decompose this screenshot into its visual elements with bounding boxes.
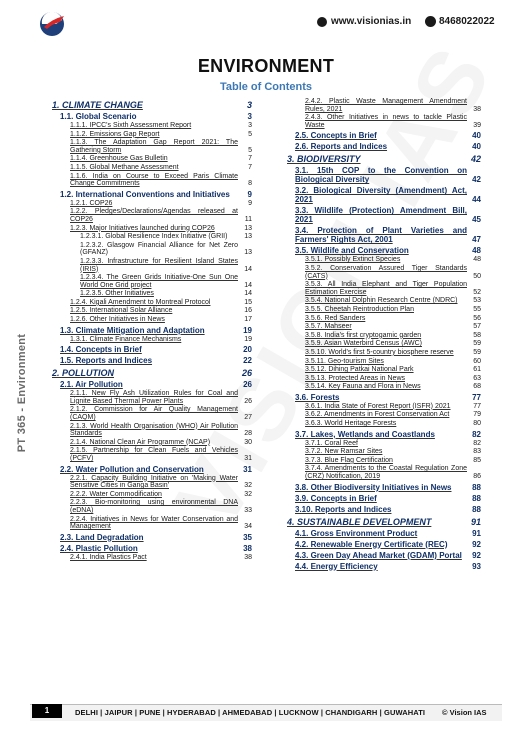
toc-entry-page: 19 bbox=[243, 325, 252, 335]
toc-entry[interactable] bbox=[287, 256, 481, 264]
toc-entry-page: 92 bbox=[472, 550, 481, 560]
toc-entry[interactable] bbox=[52, 465, 252, 474]
toc-entry[interactable] bbox=[287, 340, 481, 348]
toc-entry-page: 80 bbox=[473, 420, 481, 428]
toc-entry-page: 55 bbox=[473, 305, 481, 313]
toc-entry-page: 26 bbox=[244, 397, 252, 405]
toc-entry-page: 91 bbox=[470, 516, 481, 527]
phone-icon bbox=[425, 16, 436, 27]
toc-entry-page: 14 bbox=[244, 281, 252, 289]
toc-entry-page: 35 bbox=[243, 532, 252, 542]
toc-entry-page: 53 bbox=[473, 297, 481, 305]
toc-entry[interactable] bbox=[52, 326, 252, 335]
toc-entry-page: 77 bbox=[472, 392, 481, 402]
toc-entry[interactable] bbox=[52, 258, 252, 273]
toc-entry-page: 19 bbox=[244, 335, 252, 343]
toc-entry-page: 13 bbox=[244, 249, 252, 257]
toc-entry-title: 1.2.3.5. Other Initiatives bbox=[80, 290, 154, 298]
toc-entry-page: 20 bbox=[243, 345, 252, 355]
toc-entry[interactable] bbox=[287, 551, 481, 560]
toc-entry-page: 42 bbox=[470, 154, 481, 165]
toc-entry-page: 39 bbox=[473, 121, 481, 129]
toc-entry[interactable] bbox=[287, 448, 481, 456]
toc-entry[interactable] bbox=[287, 154, 481, 164]
toc-entry-title: 1.1.6. India on Course to Exceed Paris Climate Change Commitments bbox=[70, 172, 238, 188]
toc-entry-page: 30 bbox=[244, 438, 252, 446]
toc-entry-title: 1.2. International Conventions and Initiatives bbox=[60, 189, 230, 199]
toc-entry-page: 93 bbox=[472, 561, 481, 571]
toc-entry-page: 57 bbox=[473, 323, 481, 331]
toc-entry-title: 3.7.3. Blue Flag Certification bbox=[305, 456, 393, 464]
toc-entry-page: 13 bbox=[244, 224, 252, 232]
toc-entry[interactable] bbox=[52, 100, 252, 110]
toc-entry[interactable] bbox=[287, 440, 481, 448]
toc-entry-title: 3.7.4. Amendments to the Coastal Regulation Zone (CRZ) Notification, 2019 bbox=[305, 465, 467, 481]
toc-entry-page: 85 bbox=[473, 456, 481, 464]
toc-entry-title: 1.2.1. COP26 bbox=[70, 199, 113, 207]
toc-entry-page: 91 bbox=[472, 528, 481, 538]
toc-entry-page: 88 bbox=[472, 493, 481, 503]
toc-entry-page: 59 bbox=[473, 340, 481, 348]
toc-entry-page: 32 bbox=[244, 490, 252, 498]
toc-entry-page: 32 bbox=[244, 482, 252, 490]
toc-entry[interactable] bbox=[52, 475, 252, 490]
toc-entry-title: 2.4.3. Other Initiatives in news to tackle Plastic Waste bbox=[305, 114, 467, 129]
toc-entry[interactable] bbox=[52, 447, 252, 462]
toc-entry-title: 1.2.4. Kigali Amendment to Montreal Protocol bbox=[70, 298, 211, 306]
toc-entry[interactable] bbox=[287, 420, 481, 428]
toc-entry-title: 1.2.3.4. The Green Grids Initiative-One Sun One World One Grid project bbox=[80, 274, 238, 289]
toc-entry-title: 2.1.4. National Clean Air Programme (NCAP) bbox=[70, 438, 211, 446]
toc-entry[interactable] bbox=[287, 306, 481, 314]
toc-entry-page: 86 bbox=[473, 473, 481, 481]
toc-entry-page: 16 bbox=[244, 307, 252, 315]
toc-entry-title: 3.5.9. Asian Waterbird Census (AWC) bbox=[305, 340, 422, 348]
footer-copyright: © Vision IAS bbox=[442, 708, 487, 717]
toc-entry-page: 17 bbox=[244, 316, 252, 324]
toc-entry-title: 3.5.14. Key Fauna and Flora in News bbox=[305, 383, 421, 391]
toc-entry-title: 3.5.7. Mahseer bbox=[305, 323, 352, 331]
toc-entry-title: 2.4. Plastic Pollution bbox=[60, 543, 138, 553]
toc-entry-title: 2.4.2. Plastic Waste Management Amendment Rules, 2021 bbox=[305, 98, 467, 113]
toc-entry-page: 77 bbox=[473, 402, 481, 410]
toc-entry[interactable] bbox=[52, 390, 252, 405]
toc-entry-title: 2. POLLUTION bbox=[52, 368, 115, 379]
toc-entry-page: 8 bbox=[248, 180, 252, 188]
toc-entry[interactable] bbox=[287, 483, 481, 492]
toc-entry[interactable] bbox=[52, 299, 252, 307]
toc-entry-page: 63 bbox=[473, 374, 481, 382]
toc-entry-page: 38 bbox=[244, 553, 252, 561]
toc-entry-title: 1.5. Reports and Indices bbox=[60, 356, 153, 366]
toc-entry-page: 31 bbox=[243, 464, 252, 474]
toc-entry-title: 3. BIODIVERSITY bbox=[287, 154, 361, 165]
toc-entry-page: 82 bbox=[472, 429, 481, 439]
toc-entry[interactable] bbox=[52, 200, 252, 208]
toc-entry[interactable] bbox=[287, 383, 481, 391]
toc-entry-title: 1.1.2. Emissions Gap Report bbox=[70, 130, 160, 138]
toc-entry[interactable] bbox=[287, 323, 481, 331]
toc-entry[interactable] bbox=[287, 297, 481, 305]
toc-entry-title: 3.4. Protection of Plant Varieties and Farmers' Rights Act, 2001 bbox=[295, 226, 467, 245]
toc-entry-title: 3.5.5. Cheetah Reintroduction Plan bbox=[305, 305, 414, 313]
footer-cities: DELHI | JAIPUR | PUNE | HYDERABAD | AHMEDABAD | LUCKNOW | CHANDIGARH | GUWAHATI bbox=[75, 708, 426, 717]
toc-entry[interactable] bbox=[287, 517, 481, 527]
toc-entry-page: 50 bbox=[473, 272, 481, 280]
toc-entry-page: 48 bbox=[473, 256, 481, 264]
toc-entry-title: 3.6.3. World Heritage Forests bbox=[305, 420, 397, 428]
toc-entry[interactable] bbox=[287, 226, 481, 244]
toc-entry[interactable] bbox=[287, 349, 481, 357]
toc-entry-page: 13 bbox=[244, 233, 252, 241]
toc-entry-page: 3 bbox=[247, 112, 252, 121]
toc-entry-page: 68 bbox=[473, 383, 481, 391]
toc-entry-page: 92 bbox=[472, 539, 481, 549]
toc-entry[interactable] bbox=[52, 164, 252, 172]
toc-entry-page: 40 bbox=[472, 131, 481, 141]
toc-entry[interactable] bbox=[287, 465, 481, 480]
toc-entry[interactable] bbox=[287, 411, 481, 419]
toc-right-column bbox=[287, 97, 481, 571]
toc-entry[interactable] bbox=[287, 358, 481, 366]
toc-entry[interactable] bbox=[287, 366, 481, 374]
toc-entry[interactable] bbox=[52, 544, 252, 553]
toc-entry-page: 38 bbox=[243, 543, 252, 553]
toc-entry-page: 82 bbox=[473, 439, 481, 447]
toc-entry-title: 3.2. Biological Diversity (Amendment) Act, 2021 bbox=[295, 186, 467, 205]
toc-entry-title: 3.5. Wildlife and Conservation bbox=[295, 246, 409, 256]
toc-entry[interactable] bbox=[52, 225, 252, 233]
toc-entry-page: 26 bbox=[241, 368, 252, 379]
toc-entry[interactable] bbox=[52, 533, 252, 542]
toc-entry-title: 1.2.3.2. Glasgow Financial Alliance for Net Zero (GFANZ) bbox=[80, 241, 238, 257]
toc-entry-title: 1.3.1. Climate Finance Mechanisms bbox=[70, 335, 182, 343]
toc-entry[interactable] bbox=[287, 562, 481, 571]
toc-entry-title: 3.7.2. New Ramsar Sites bbox=[305, 448, 383, 456]
toc-entry-title: 1.1.4. Greenhouse Gas Bulletin bbox=[70, 155, 168, 163]
toc-entry-title: 2.2.4. Initiatives in News for Water Conservation and Management bbox=[70, 515, 238, 531]
toc-entry-title: 1.2.3.1. Global Resilience Index Initiative (GRII) bbox=[80, 233, 228, 241]
toc-entry-title: 2.2.1. Capacity Building Initiative on 'Making Water Sensitive Cities in Ganga Basin' bbox=[70, 474, 238, 490]
toc-entry-title: 4.4. Energy Efficiency bbox=[295, 561, 378, 571]
toc-entry[interactable] bbox=[52, 139, 252, 154]
toc-entry-page: 38 bbox=[473, 105, 481, 113]
toc-entry-page: 7 bbox=[248, 163, 252, 171]
toc-entry-title: 1.2.6. Other Initiatives in News bbox=[70, 316, 165, 324]
toc-entry-title: 3.10. Reports and Indices bbox=[295, 504, 392, 514]
toc-entry[interactable] bbox=[52, 233, 252, 241]
website-url[interactable]: www.visionias.in bbox=[331, 16, 412, 27]
toc-entry-title: 3.5.8. India's first cryptogamic garden bbox=[305, 331, 422, 339]
toc-entry-title: 3.6. Forests bbox=[295, 392, 340, 402]
toc-entry-title: 1.2.3.3. Infrastructure for Resilient Island States (IRIS) bbox=[80, 257, 238, 273]
toc-entry-page: 58 bbox=[473, 331, 481, 339]
toc-entry-title: 3.8. Other Biodiversity Initiatives in News bbox=[295, 482, 452, 492]
toc-entry[interactable] bbox=[52, 155, 252, 163]
toc-entry-title: 3.5.6. Red Sanders bbox=[305, 314, 366, 322]
page-title: ENVIRONMENT bbox=[197, 56, 335, 76]
toc-entry[interactable] bbox=[287, 131, 481, 140]
toc-entry-title: 3.5.4. National Dolphin Research Centre (NDRC) bbox=[305, 297, 458, 305]
toc-entry-page: 11 bbox=[244, 215, 252, 223]
toc-entry-page: 56 bbox=[473, 314, 481, 322]
toc-entry-page: 27 bbox=[244, 414, 252, 422]
toc-entry-title: 4.2. Renewable Energy Certificate (REC) bbox=[295, 539, 448, 549]
toc-entry-title: 2.2.3. Bio-monitoring using environmental DNA (eDNA) bbox=[70, 499, 238, 514]
toc-entry-title: 1.1.1. IPCC's Sixth Assessment Report bbox=[70, 122, 192, 129]
toc-entry-title: 3.6.1. India State of Forest Report (ISFR) 2021 bbox=[305, 402, 451, 410]
toc-entry[interactable] bbox=[52, 406, 252, 421]
toc-entry[interactable] bbox=[52, 499, 252, 514]
toc-entry-title: 4. SUSTAINABLE DEVELOPMENT bbox=[287, 516, 432, 527]
toc-entry-page: 33 bbox=[244, 506, 252, 514]
toc-entry[interactable] bbox=[52, 423, 252, 438]
toc-entry[interactable] bbox=[287, 375, 481, 383]
toc-subtitle: Table of Contents bbox=[219, 81, 313, 93]
toc-entry-page: 7 bbox=[248, 155, 252, 163]
toc-entry[interactable] bbox=[287, 281, 481, 296]
toc-entry-page: 34 bbox=[244, 523, 252, 531]
toc-entry-title: 3.7. Lakes, Wetlands and Coastlands bbox=[295, 429, 435, 439]
phone-number[interactable]: 8468022022 bbox=[439, 16, 495, 27]
toc-entry[interactable] bbox=[287, 142, 481, 151]
toc-entry-page: 42 bbox=[472, 175, 481, 185]
side-label: PT 365 - Environment bbox=[16, 333, 28, 453]
toc-entry[interactable] bbox=[287, 98, 481, 113]
toc-entry-page: 88 bbox=[472, 482, 481, 492]
toc-entry-title: 3.1. 15th COP to the Convention on Biological Diversity bbox=[295, 166, 467, 185]
toc-entry-title: 3.5.13. Protected Areas in News bbox=[305, 374, 405, 382]
toc-entry[interactable] bbox=[287, 403, 481, 411]
toc-entry-title: 1.1.3. The Adaptation Gap Report 2021: The Gathering Storm bbox=[70, 139, 238, 154]
toc-entry-page: 14 bbox=[244, 265, 252, 273]
toc-entry[interactable] bbox=[52, 131, 252, 139]
toc-entry-title: 3.6.2. Amendments in Forest Conservation Act bbox=[305, 411, 450, 419]
toc-entry[interactable] bbox=[52, 112, 252, 121]
toc-entry-title: 3.5.2. Conservation Assured Tiger Standards (CATS) bbox=[305, 264, 467, 280]
toc-entry[interactable] bbox=[52, 208, 252, 223]
toc-entry[interactable] bbox=[287, 494, 481, 503]
toc-entry[interactable] bbox=[52, 380, 252, 389]
toc-entry[interactable] bbox=[287, 457, 481, 465]
toc-entry-page: 79 bbox=[473, 411, 481, 419]
toc-entry[interactable] bbox=[52, 316, 252, 324]
toc-entry-title: 2.6. Reports and Indices bbox=[295, 142, 388, 152]
toc-entry-title: 1.1. Global Scenario bbox=[60, 112, 137, 121]
toc-entry[interactable] bbox=[52, 516, 252, 531]
toc-entry-page: 14 bbox=[244, 290, 252, 298]
toc-entry[interactable] bbox=[287, 540, 481, 549]
toc-entry-title: 1. CLIMATE CHANGE bbox=[52, 100, 143, 110]
vision-ias-logo-icon bbox=[38, 10, 68, 38]
toc-entry-page: 61 bbox=[473, 366, 481, 374]
toc-entry-title: 2.1.3. World Health Organisation (WHO) Air Pollution Standards bbox=[70, 422, 238, 438]
toc-entry-title: 3.5.10. World's first 5-country biosphere reserve bbox=[305, 348, 454, 356]
toc-entry-title: 3.5.1. Possibly Extinct Species bbox=[305, 256, 401, 264]
toc-entry-title: 3.5.3. All India Elephant and Tiger Population Estimation Exercise bbox=[305, 281, 467, 296]
toc-entry-title: 2.2.2. Water Commodification bbox=[70, 490, 162, 498]
toc-entry-page: 45 bbox=[472, 215, 481, 225]
toc-entry[interactable] bbox=[287, 529, 481, 538]
toc-entry-page: 3 bbox=[248, 122, 252, 129]
toc-entry[interactable] bbox=[52, 439, 252, 447]
toc-entry-page: 60 bbox=[473, 357, 481, 365]
toc-entry-title: 1.3. Climate Mitigation and Adaptation bbox=[60, 325, 205, 335]
toc-entry-page: 83 bbox=[473, 448, 481, 456]
toc-entry-title: 2.1.2. Commission for Air Quality Management (CAQM) bbox=[70, 406, 238, 422]
toc-entry[interactable] bbox=[287, 166, 481, 184]
toc-entry-page: 40 bbox=[472, 142, 481, 152]
toc-entry[interactable] bbox=[52, 491, 252, 499]
toc-entry[interactable] bbox=[287, 114, 481, 129]
toc-entry-page: 48 bbox=[472, 246, 481, 256]
toc-entry[interactable] bbox=[287, 332, 481, 340]
toc-entry-page: 44 bbox=[472, 195, 481, 205]
toc-entry-page: 3 bbox=[246, 100, 252, 110]
toc-entry-title: 2.1.5. Partnership for Clean Fuels and Vehicles (PCFV) bbox=[70, 447, 238, 462]
toc-entry[interactable] bbox=[52, 290, 252, 298]
toc-entry-title: 2.2. Water Pollution and Conservation bbox=[60, 464, 204, 474]
toc-entry[interactable] bbox=[52, 356, 252, 365]
toc-entry-page: 5 bbox=[248, 146, 252, 154]
toc-entry[interactable] bbox=[52, 173, 252, 188]
toc-entry-title: 1.1.5. Global Methane Assessment bbox=[70, 163, 179, 171]
toc-entry-page: 5 bbox=[248, 130, 252, 138]
toc-entry[interactable] bbox=[287, 315, 481, 323]
toc-entry-title: 1.2.3. Major Initiatives launched during COP26 bbox=[70, 224, 215, 232]
toc-entry[interactable] bbox=[52, 368, 252, 378]
toc-entry-title: 2.5. Concepts in Brief bbox=[295, 131, 377, 141]
toc-entry[interactable] bbox=[287, 393, 481, 402]
toc-entry[interactable] bbox=[287, 206, 481, 224]
toc-entry-title: 1.2.2. Pledges/Declarations/Agendas released at COP26 bbox=[70, 208, 238, 223]
toc-entry[interactable] bbox=[52, 122, 252, 130]
toc-entry[interactable] bbox=[52, 190, 252, 199]
toc-entry-page: 28 bbox=[244, 430, 252, 438]
toc-entry[interactable] bbox=[52, 345, 252, 354]
toc-entry-title: 1.2.5. International Solar Alliance bbox=[70, 307, 173, 315]
toc-entry-page: 52 bbox=[473, 288, 481, 296]
toc-entry-title: 4.1. Gross Environment Product bbox=[295, 528, 418, 538]
toc-entry-page: 22 bbox=[243, 356, 252, 366]
toc-entry[interactable] bbox=[52, 307, 252, 315]
toc-entry-title: 2.4.1. India Plastics Pact bbox=[70, 553, 147, 561]
toc-entry-page: 59 bbox=[473, 348, 481, 356]
toc-entry[interactable] bbox=[52, 274, 252, 289]
toc-entry-page: 26 bbox=[243, 380, 252, 390]
toc-left-column bbox=[52, 97, 252, 561]
toc-entry-page: 47 bbox=[472, 235, 481, 245]
toc-entry[interactable] bbox=[287, 505, 481, 514]
toc-entry-title: 2.1.1. New Fly Ash Utilization Rules for Coal and Lignite Based Thermal Power Plants bbox=[70, 390, 238, 405]
toc-entry[interactable] bbox=[287, 246, 481, 255]
toc-entry[interactable] bbox=[287, 186, 481, 204]
page-number: 1 bbox=[32, 704, 62, 718]
toc-entry-page: 88 bbox=[472, 504, 481, 514]
toc-entry-title: 2.3. Land Degradation bbox=[60, 532, 144, 542]
toc-entry[interactable] bbox=[52, 336, 252, 344]
toc-entry-title: 3.5.12. Dihing Patkai National Park bbox=[305, 366, 414, 374]
toc-entry[interactable] bbox=[52, 554, 252, 562]
toc-entry-title: 4.3. Green Day Ahead Market (GDAM) Portal bbox=[295, 550, 462, 560]
toc-entry-title: 2.1. Air Pollution bbox=[60, 380, 123, 390]
toc-entry-title: 3.3. Wildlife (Protection) Amendment Bill, 2021 bbox=[295, 206, 467, 225]
toc-entry-page: 9 bbox=[247, 189, 252, 199]
toc-entry-title: 3.7.1. Coral Reef bbox=[305, 439, 358, 447]
toc-entry-page: 9 bbox=[248, 199, 252, 207]
globe-icon bbox=[317, 17, 327, 27]
toc-entry-title: 3.5.11. Geo-tourism Sites bbox=[305, 357, 384, 365]
toc-entry-page: 15 bbox=[244, 298, 252, 306]
toc-entry-title: 1.4. Concepts in Brief bbox=[60, 345, 142, 355]
toc-entry[interactable] bbox=[287, 430, 481, 439]
toc-entry[interactable] bbox=[52, 242, 252, 257]
toc-entry[interactable] bbox=[287, 265, 481, 280]
toc-entry-page: 31 bbox=[244, 455, 252, 462]
toc-entry-title: 3.9. Concepts in Brief bbox=[295, 493, 377, 503]
